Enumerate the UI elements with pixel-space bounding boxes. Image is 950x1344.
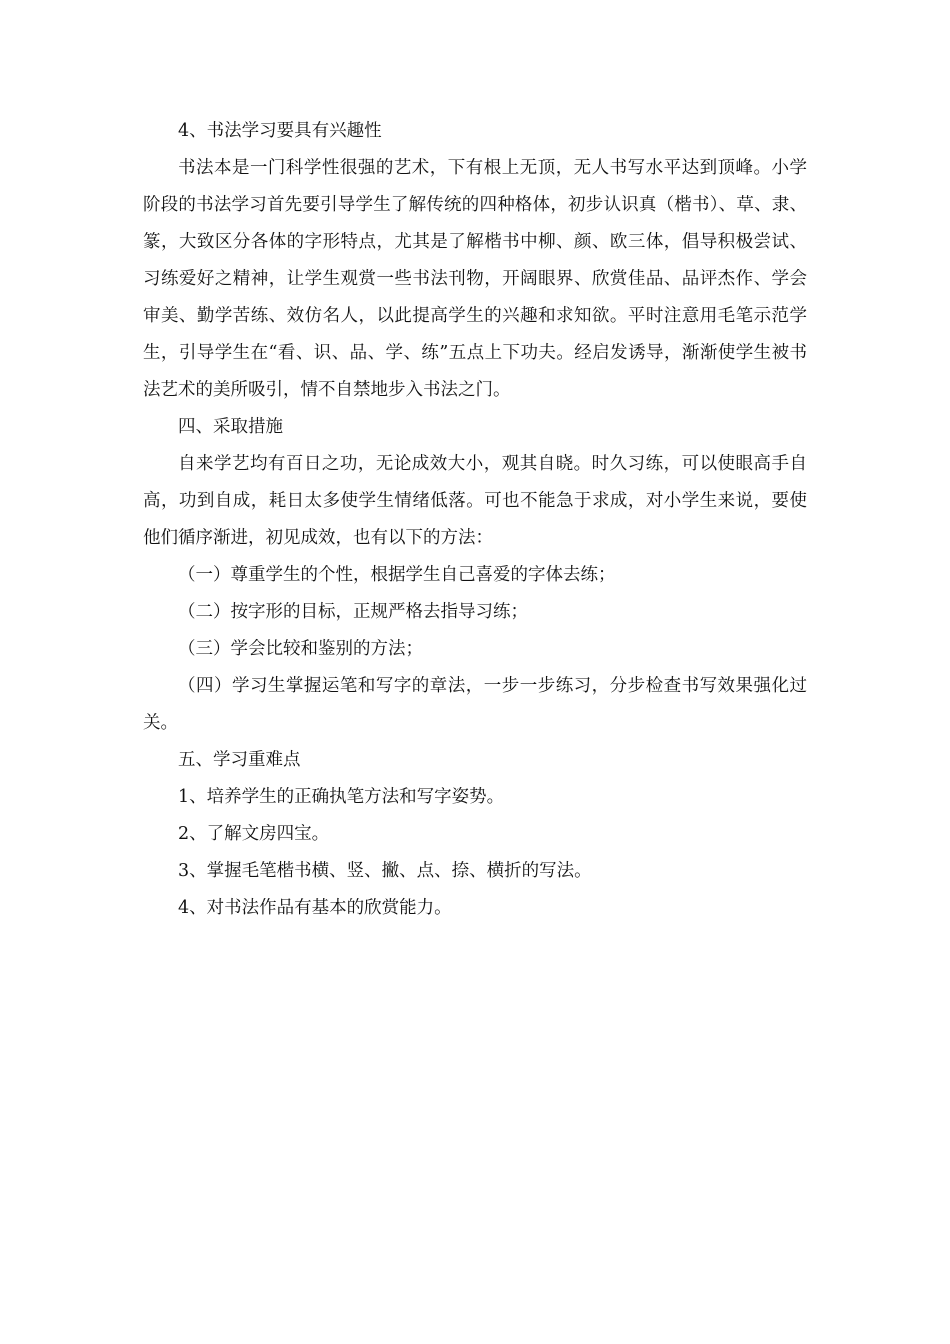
list-item-key-point-4: 4、对书法作品有基本的欣赏能力。 (178, 898, 452, 918)
section-heading-interest: 4、书法学习要具有兴趣性 (178, 121, 382, 141)
list-item-method-1: （一）尊重学生的个性，根据学生自己喜爱的字体去练； (178, 565, 616, 585)
list-item-method-4: （四）学习生掌握运笔和写字的章法，一步一步练习，分步检查书写效果强化过关。 (143, 676, 807, 733)
section-heading-key-points: 五、学习重难点 (178, 750, 301, 770)
document-body (143, 113, 807, 927)
list-item-key-point-1: 1、培养学生的正确执笔方法和写字姿势。 (178, 787, 505, 807)
list-item-method-2: （二）按字形的目标，正规严格去指导习练； (178, 602, 528, 622)
paragraph-measures: 自来学艺均有百日之功，无论成效大小，观其自晓。时久习练，可以使眼高手自高，功到自成，耗日太多使学生情绪低落。可也不能急于求成，对小学生来说，要使他们循序渐进，初见成效，也有以下的方法： (143, 454, 807, 548)
section-heading-measures: 四、采取措施 (178, 417, 283, 437)
paragraph-interest: 书法本是一门科学性很强的艺术，下有根上无顶，无人书写水平达到顶峰。小学阶段的书法学习首先要引导学生了解传统的四种格体，初步认识真（楷书）、草、隶、篆，大致区分各体的字形特点，尤其是了解楷书中柳、颜、欧三体，倡导积极尝试、习练爱好之精神，让学生观赏一些书法刊物，开阔眼界、欣赏佳品、品评杰作、学会审美、勤学苦练、效仿名人，以此提高学生的兴趣和求知欲。平时注意用毛笔示范学生，引导学生在“看、识、品、学、练”五点上下功夫。经启发诱导，渐渐使学生被书法艺术的美所吸引，情不自禁地步入书法之门。 (143, 158, 807, 400)
list-item-method-3: （三）学会比较和鉴别的方法； (178, 639, 423, 659)
list-item-key-point-2: 2、了解文房四宝。 (178, 824, 330, 844)
list-item-key-point-3: 3、掌握毛笔楷书横、竖、撇、点、捺、横折的写法。 (178, 861, 592, 881)
